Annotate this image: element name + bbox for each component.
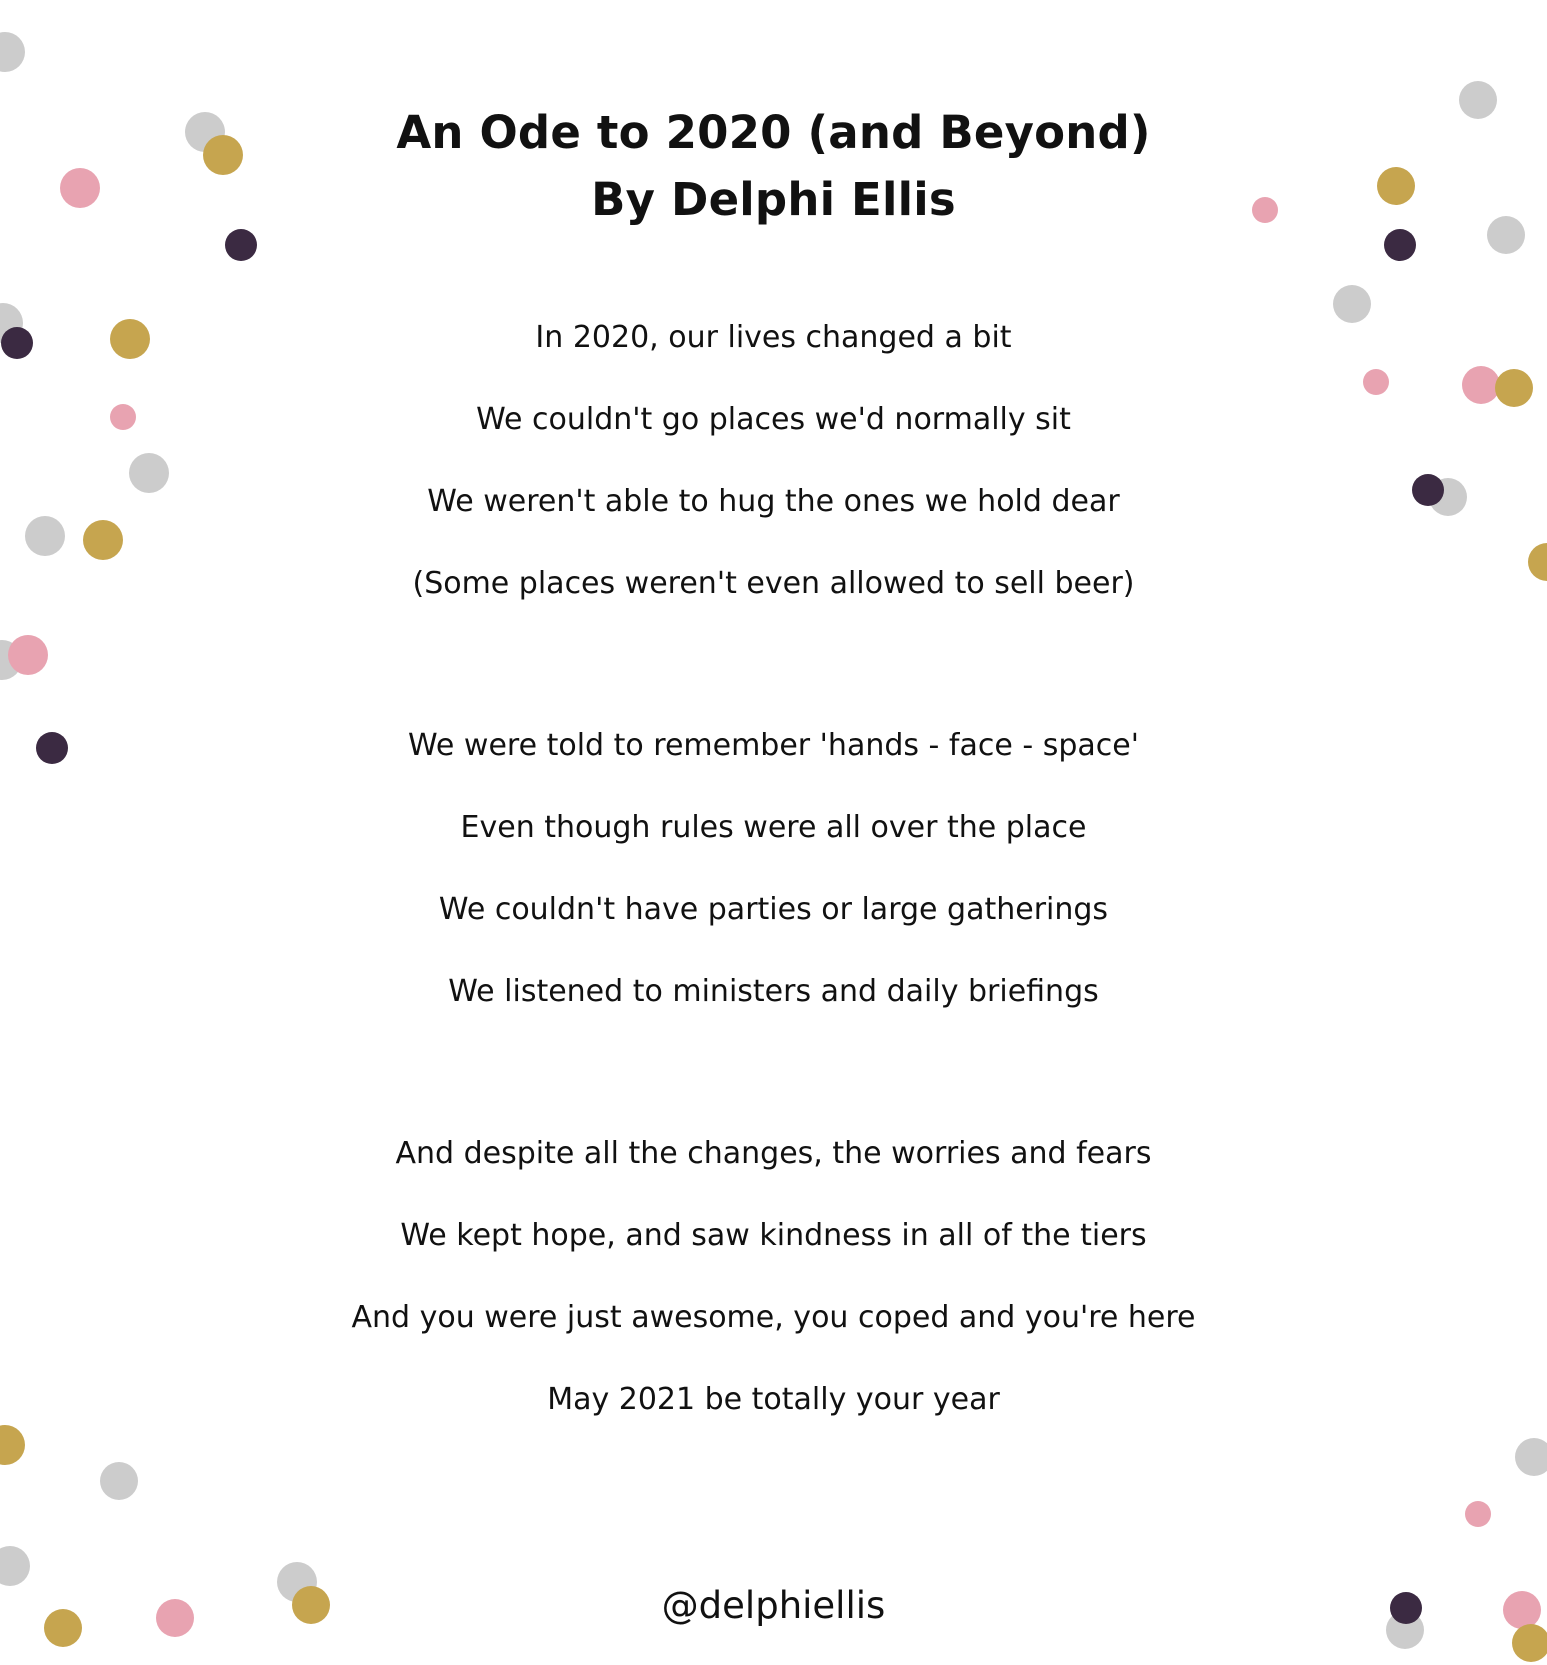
poem-line: And you were just awesome, you coped and you're here xyxy=(351,1300,1196,1335)
poem-line: We weren't able to hug the ones we hold dear xyxy=(427,484,1120,519)
confetti-dot xyxy=(0,32,25,72)
stanza-2 xyxy=(0,705,1547,1033)
poem-line: And despite all the changes, the worries and fears xyxy=(395,1136,1152,1171)
poem-line: We kept hope, and saw kindness in all of the tiers xyxy=(400,1218,1147,1253)
poem-line: In 2020, our lives changed a bit xyxy=(535,320,1012,355)
poem-line: We were told to remember 'hands - face - space' xyxy=(408,728,1139,763)
poem-line: May 2021 be totally your year xyxy=(547,1382,1000,1417)
author-handle: @delphiellis xyxy=(661,1584,886,1627)
poem-byline: By Delphi Ellis xyxy=(591,173,956,226)
confetti-dot xyxy=(1515,1438,1547,1476)
poem-line: We listened to ministers and daily briefings xyxy=(448,974,1099,1009)
poem-title: An Ode to 2020 (and Beyond) xyxy=(396,106,1151,159)
confetti-dot xyxy=(1384,229,1416,261)
poem-line: We couldn't have parties or large gatherings xyxy=(438,892,1109,927)
poem-line: (Some places weren't even allowed to sell beer) xyxy=(412,566,1135,601)
confetti-dot xyxy=(1465,1501,1491,1527)
confetti-dot xyxy=(225,229,257,261)
confetti-dot xyxy=(0,1546,30,1586)
stanza-1 xyxy=(0,297,1547,625)
poem-line: We couldn't go places we'd normally sit xyxy=(476,402,1071,437)
confetti-dot xyxy=(100,1462,138,1500)
stanza-3 xyxy=(0,1113,1547,1441)
confetti-dot xyxy=(8,635,48,675)
poem-line: Even though rules were all over the place xyxy=(460,810,1087,845)
